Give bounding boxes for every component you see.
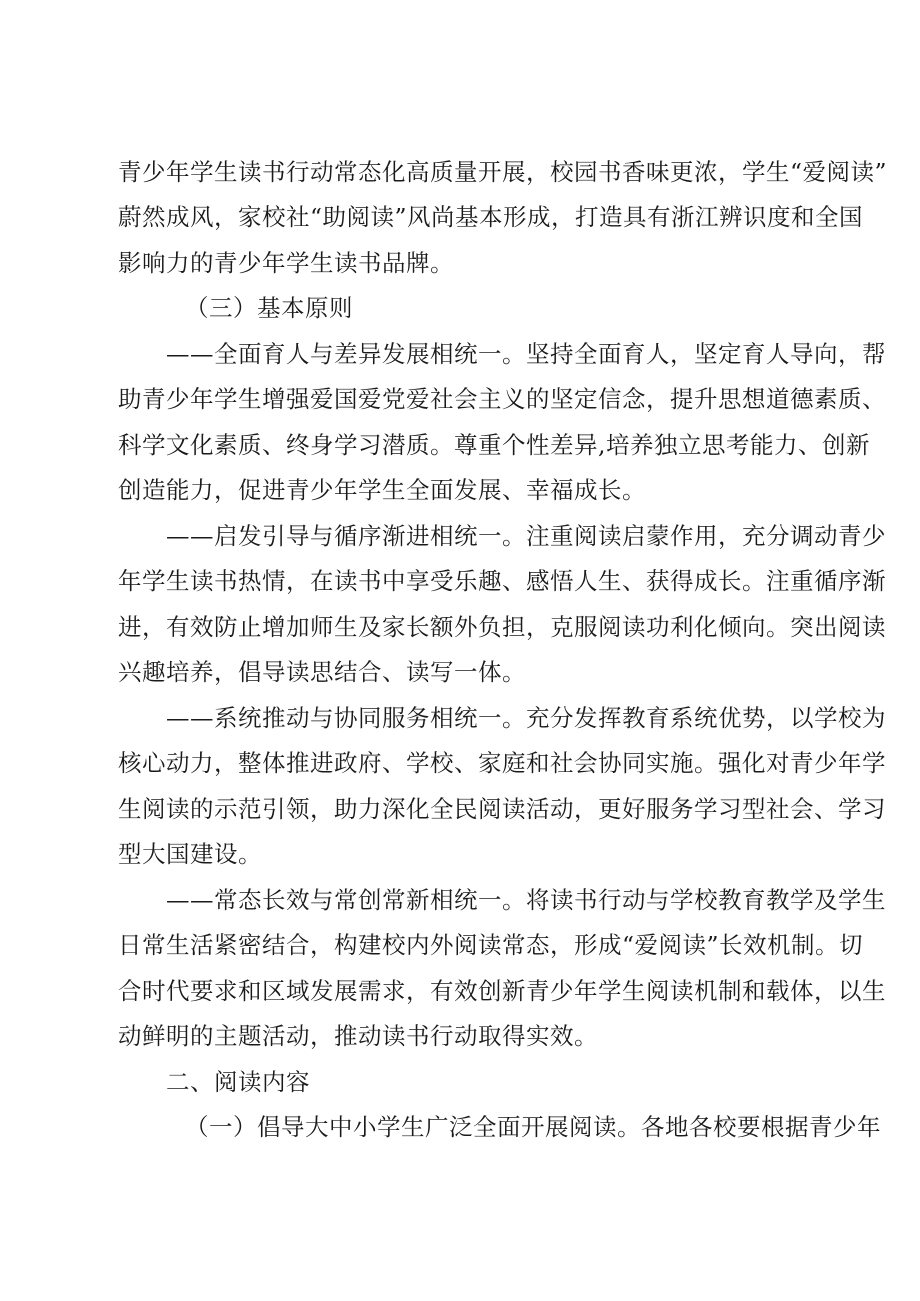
paragraph-line: 科学文化素质、终身学习潜质。尊重个性差异,培养独立思考能力、创新 [118, 431, 870, 459]
paragraph-line: 进，有效防止增加师生及家长额外负担，克服阅读功利化倾向。突出阅读 [118, 613, 886, 641]
section-heading: （三）基本原则 [185, 294, 353, 322]
paragraph-line: （一）倡导大中小学生广泛全面开展阅读。各地各校要根据青少年 [185, 1113, 881, 1141]
paragraph-line: ——常态长效与常创常新相统一。将读书行动与学校教育教学及学生 [166, 886, 886, 914]
paragraph-line: 创造能力，促进青少年学生全面发展、幸福成长。 [118, 476, 646, 504]
paragraph-line: ——全面育人与差异发展相统一。坚持全面育人，坚定育人导向，帮 [166, 340, 886, 368]
paragraph-line: 型大国建设。 [118, 840, 262, 868]
paragraph-line: 兴趣培养，倡导读思结合、读写一体。 [118, 658, 526, 686]
section-heading: 二、阅读内容 [166, 1068, 310, 1096]
paragraph-line: 生阅读的示范引领，助力深化全民阅读活动，更好服务学习型社会、学习 [118, 795, 886, 823]
paragraph-line: ——启发引导与循序渐进相统一。注重阅读启蒙作用，充分调动青少 [166, 522, 886, 550]
paragraph-line: 动鲜明的主题活动，推动读书行动取得实效。 [118, 1022, 598, 1050]
paragraph-line: 蔚然成风，家校社“助阅读”风尚基本形成，打造具有浙江辨识度和全国 [118, 203, 864, 231]
paragraph-line: 影响力的青少年学生读书品牌。 [118, 249, 454, 277]
paragraph-line: ——系统推动与协同服务相统一。充分发挥教育系统优势，以学校为 [166, 704, 886, 732]
paragraph-line: 核心动力，整体推进政府、学校、家庭和社会协同实施。强化对青少年学 [118, 749, 886, 777]
paragraph-line: 日常生活紧密结合，构建校内外阅读常态，形成“爱阅读”长效机制。切 [118, 931, 864, 959]
paragraph-line: 青少年学生读书行动常态化高质量开展，校园书香味更浓，学生“爱阅读” [118, 158, 888, 186]
paragraph-line: 助青少年学生增强爱国爱党爱社会主义的坚定信念，提升思想道德素质、 [118, 385, 886, 413]
paragraph-line: 年学生读书热情，在读书中享受乐趣、感悟人生、获得成长。注重循序渐 [118, 567, 886, 595]
paragraph-line: 合时代要求和区域发展需求，有效创新青少年学生阅读机制和载体，以生 [118, 977, 886, 1005]
